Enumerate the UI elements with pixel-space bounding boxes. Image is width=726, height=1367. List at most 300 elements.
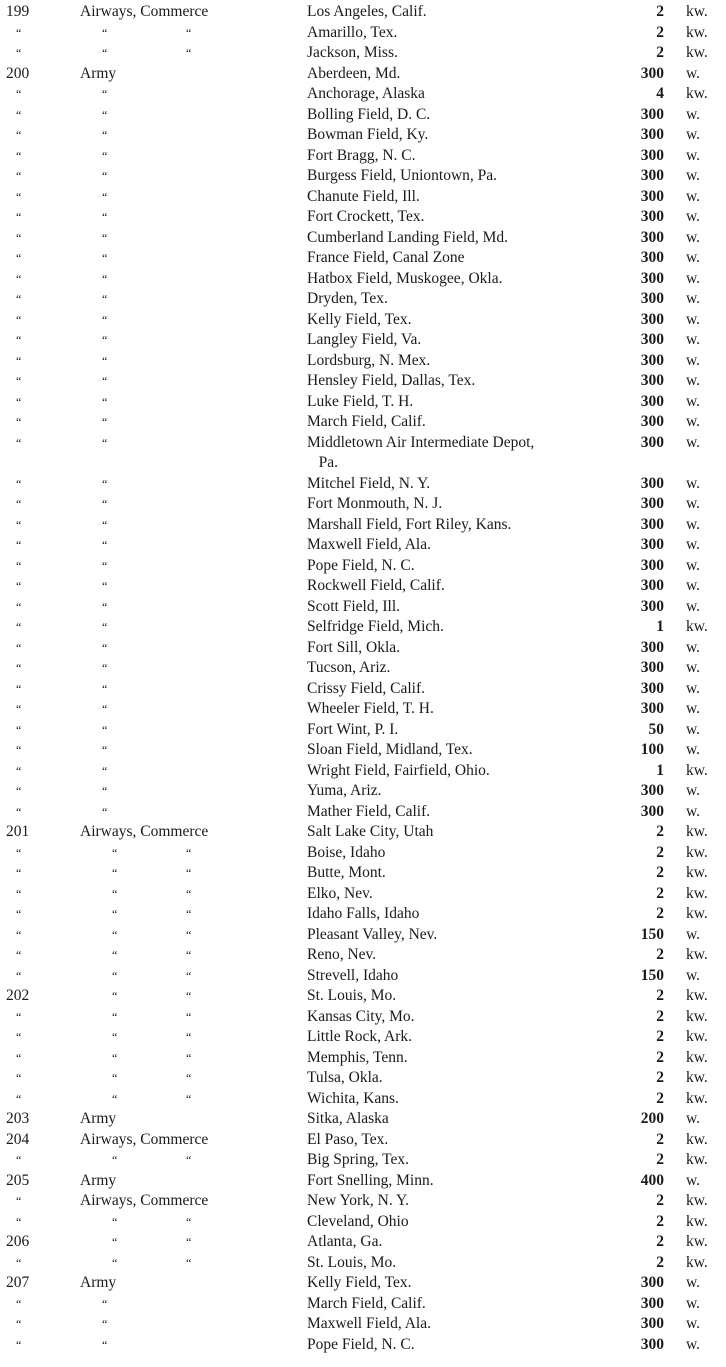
ditto-mark: “ [102,763,108,778]
ditto-mark: “ [16,394,22,409]
ditto-mark: “ [102,128,108,142]
station-location: Hatbox Field, Muskogee, Okla. [307,269,503,287]
power-unit: w. [686,351,701,369]
station-location: Marshall Field, Fort Riley, Kans. [307,515,512,533]
power-value: 300 [640,536,664,553]
power-value: 2 [656,1233,664,1250]
order-number: 201 [6,823,30,840]
station-location: New York, N. Y. [307,1192,410,1209]
order-number: 202 [6,987,30,1004]
station-location: Fort Sill, Okla. [307,638,401,656]
ditto-mark: “ [112,1050,118,1065]
ditto-mark: “ [16,87,22,101]
station-location: Pope Field, N. C. [307,1335,415,1353]
ditto-mark: “ [112,968,118,983]
station-location: Mitchel Field, N. Y. [307,474,431,492]
listing-row [0,1068,726,1089]
power-unit: kw. [686,1253,708,1271]
power-unit: kw. [686,1212,708,1230]
ditto-mark: “ [186,1030,192,1044]
station-location: Tucson, Ariz. [307,659,391,676]
listing-row [0,1253,726,1274]
power-unit: kw. [686,843,708,861]
station-location: Luke Field, T. H. [307,392,414,410]
power-unit: w. [686,474,701,492]
ditto-mark: “ [186,1071,192,1085]
listing-row [0,125,726,146]
ditto-mark: “ [16,107,22,122]
power-value: 50 [648,720,664,738]
ditto-mark: “ [16,640,22,655]
power-unit: kw. [686,1007,708,1025]
listing-row [0,781,726,802]
station-location: Jackson, Miss. [307,44,398,61]
station-location: Aberdeen, Md. [307,64,401,82]
power-unit: w. [686,1335,701,1353]
ditto-mark: “ [16,230,22,245]
ditto-mark: “ [186,1235,192,1249]
ditto-mark: “ [102,148,108,163]
station-location: Crissy Field, Calif. [307,679,425,697]
listing-row [0,187,726,208]
ditto-mark: “ [16,784,22,798]
ditto-mark: “ [16,312,22,327]
listing-row [0,1314,726,1335]
power-unit: w. [686,167,701,184]
ditto-mark: “ [102,599,108,614]
listing-row [0,351,726,372]
ditto-mark: “ [112,1214,118,1229]
ditto-mark: “ [112,989,118,1003]
power-unit: kw. [686,85,708,102]
ditto-mark: “ [112,866,118,880]
power-unit: kw. [686,618,708,635]
station-location: Maxwell Field, Ala. [307,1315,431,1332]
ditto-mark: “ [102,333,108,347]
power-value: 300 [640,515,664,533]
power-unit: w. [686,228,701,246]
power-unit: w. [686,515,701,533]
listing-row [0,617,726,638]
listing-row [0,679,726,700]
station-location: Butte, Mont. [307,864,386,881]
listing-row [0,638,726,659]
ditto-mark: “ [16,251,22,265]
order-number: 206 [6,1233,30,1250]
power-value: 2 [656,1069,664,1086]
ditto-mark: “ [16,476,22,491]
station-location: Kansas City, Mo. [307,1007,415,1025]
ditto-mark: “ [186,866,192,880]
power-value: 2 [656,1253,664,1271]
power-value: 2 [656,946,664,963]
power-unit: kw. [686,1151,708,1168]
ditto-mark: “ [102,640,108,655]
power-value: 100 [640,741,664,758]
power-unit: w. [686,208,701,225]
power-value: 300 [640,700,664,717]
ditto-mark: “ [186,927,192,942]
station-location: Cumberland Landing Field, Md. [307,228,509,246]
station-location: Idaho Falls, Idaho [307,905,420,922]
listing-row [0,23,726,44]
ditto-mark: “ [16,743,22,757]
power-value: 300 [640,187,664,205]
power-value: 300 [640,577,664,594]
station-location: Pope Field, N. C. [307,556,415,574]
power-unit: w. [686,597,701,615]
listing-row [0,945,726,966]
power-value: 300 [640,1315,664,1332]
listing-row [0,228,726,249]
ditto-mark: “ [16,1071,22,1085]
ditto-mark: “ [102,620,108,634]
service-name: Army [80,64,117,82]
ditto-mark: “ [102,702,108,716]
ditto-mark: “ [102,189,108,204]
ditto-mark: “ [102,517,108,532]
ditto-mark: “ [186,1050,192,1065]
power-unit: kw. [686,23,708,41]
power-value: 2 [656,1089,664,1107]
power-value: 1 [656,761,664,779]
power-value: 300 [640,659,664,676]
power-value: 2 [656,843,664,861]
ditto-mark: “ [16,558,22,573]
station-location: Kelly Field, Tex. [307,1274,412,1291]
listing-row [0,1027,726,1048]
power-value: 300 [640,433,664,451]
ditto-mark: “ [16,271,22,286]
listing-row [0,371,726,392]
power-unit: w. [686,700,701,717]
listing-row [0,207,726,228]
ditto-mark: “ [16,886,22,901]
listing-row [0,433,726,454]
ditto-mark: “ [102,169,108,183]
ditto-mark: “ [16,620,22,634]
ditto-mark: “ [102,661,108,675]
listing-row [0,822,726,843]
power-unit: kw. [686,905,708,922]
station-location: Sloan Field, Midland, Tex. [307,741,473,758]
ditto-mark: “ [16,1214,22,1229]
power-value: 2 [656,44,664,61]
station-location: Bowman Field, Ky. [307,126,429,143]
listing-row [0,289,726,310]
listing-row [0,843,726,864]
station-location: Bolling Field, D. C. [307,105,431,123]
power-unit: w. [686,187,701,205]
listing-row [0,515,726,536]
power-value: 200 [640,1110,664,1127]
ditto-mark: “ [186,948,192,962]
ditto-mark: “ [102,804,108,819]
ditto-mark: “ [102,312,108,327]
listing-row [0,699,726,720]
station-location: Pa. [307,454,338,471]
ditto-mark: “ [16,46,22,60]
station-location: Rockwell Field, Calif. [307,577,445,594]
listing-row [0,1191,726,1212]
power-unit: kw. [686,44,708,61]
power-unit: w. [686,310,701,328]
power-value: 300 [640,146,664,164]
power-value: 300 [640,249,664,266]
ditto-mark: “ [16,353,22,368]
power-unit: kw. [686,1192,708,1209]
ditto-mark: “ [186,1153,192,1167]
power-unit: kw. [686,987,708,1004]
listing-row [0,2,726,23]
ditto-mark: “ [102,353,108,368]
ditto-mark: “ [16,1255,22,1270]
ditto-mark: “ [16,333,22,347]
station-location: Dryden, Tex. [307,290,388,307]
station-location: Salt Lake City, Utah [307,823,434,840]
listing-row [0,1232,726,1253]
listing-row [0,43,726,64]
station-location: Fort Snelling, Minn. [307,1171,434,1189]
power-unit: w. [686,105,701,123]
power-unit: kw. [686,1069,708,1086]
station-location: France Field, Canal Zone [307,249,465,266]
power-unit: w. [686,269,701,287]
listing-row [0,576,726,597]
power-unit: w. [686,249,701,266]
ditto-mark: “ [16,538,22,552]
station-location: Anchorage, Alaska [307,85,425,102]
power-unit: w. [686,802,701,820]
station-location: Elko, Nev. [307,884,373,902]
ditto-mark: “ [102,25,108,40]
listing-row [0,105,726,126]
listing-row [0,1048,726,1069]
station-location: Langley Field, Va. [307,331,422,348]
ditto-mark: “ [102,497,108,511]
ditto-mark: “ [16,968,22,983]
power-unit: kw. [686,946,708,963]
power-unit: w. [686,679,701,697]
ditto-mark: “ [186,1009,192,1024]
listing-row [0,1007,726,1028]
power-value: 300 [640,597,664,615]
listing-row [0,1273,726,1294]
ditto-mark: “ [16,128,22,142]
station-location: Mather Field, Calif. [307,802,431,820]
order-number: 200 [6,64,30,82]
ditto-mark: “ [16,845,22,860]
power-unit: w. [686,64,701,82]
power-unit: w. [686,966,701,984]
power-value: 300 [640,269,664,287]
station-location: Maxwell Field, Ala. [307,536,431,553]
ditto-mark: “ [16,1153,22,1167]
ditto-mark: “ [186,907,192,921]
ditto-mark: “ [102,394,108,409]
power-value: 300 [640,228,664,246]
station-location: Wright Field, Fairfield, Ohio. [307,761,490,779]
power-value: 2 [656,1028,664,1045]
listing-row [0,84,726,105]
station-location: Little Rock, Ark. [307,1028,413,1045]
listing-row [0,330,726,351]
ditto-mark: “ [16,517,22,532]
ditto-mark: “ [102,1337,108,1352]
power-unit: w. [686,1274,701,1291]
power-value: 300 [640,392,664,410]
ditto-mark: “ [102,722,108,737]
station-location: Sitka, Alaska [307,1110,389,1127]
ditto-mark: “ [102,374,108,388]
power-value: 300 [640,638,664,656]
power-unit: kw. [686,1089,708,1107]
ditto-mark: “ [186,1214,192,1229]
power-unit: w. [686,1294,701,1312]
listing-continuation-row [0,453,726,474]
ditto-mark: “ [102,271,108,286]
ditto-mark: “ [186,1091,192,1106]
power-value: 300 [640,167,664,184]
ditto-mark: “ [112,1009,118,1024]
listing-row [0,494,726,515]
power-unit: kw. [686,1028,708,1045]
power-value: 300 [640,1274,664,1291]
ditto-mark: “ [186,886,192,901]
ditto-mark: “ [102,784,108,798]
listing-row [0,658,726,679]
station-location: Scott Field, Ill. [307,597,400,615]
station-listing [0,2,726,1355]
power-value: 150 [640,966,664,984]
listing-row [0,1294,726,1315]
ditto-mark: “ [186,1255,192,1270]
station-location: Yuma, Ariz. [307,782,382,799]
station-location: Los Angeles, Calif. [307,3,427,20]
ditto-mark: “ [102,538,108,552]
ditto-mark: “ [112,1255,118,1270]
listing-row [0,925,726,946]
power-value: 2 [656,1048,664,1066]
power-value: 300 [640,290,664,307]
power-value: 300 [640,556,664,574]
ditto-mark: “ [16,1317,22,1331]
listing-row [0,966,726,987]
ditto-mark: “ [102,558,108,573]
ditto-mark: “ [112,1030,118,1044]
ditto-mark: “ [186,845,192,860]
station-location: Strevell, Idaho [307,966,399,984]
ditto-mark: “ [16,1050,22,1065]
listing-row [0,269,726,290]
power-value: 300 [640,474,664,492]
ditto-mark: “ [102,415,108,429]
power-unit: w. [686,577,701,594]
ditto-mark: “ [186,46,192,60]
power-unit: w. [686,659,701,676]
ditto-mark: “ [102,743,108,757]
order-number: 204 [6,1130,30,1148]
station-location: Lordsburg, N. Mex. [307,351,431,369]
power-unit: w. [686,331,701,348]
listing-row [0,1130,726,1151]
power-value: 300 [640,1294,664,1312]
power-unit: kw. [686,3,708,20]
ditto-mark: “ [16,579,22,593]
ditto-mark: “ [102,87,108,101]
power-value: 300 [640,208,664,225]
listing-row [0,248,726,269]
ditto-mark: “ [102,681,108,696]
listing-row [0,1089,726,1110]
listing-row [0,884,726,905]
station-location: March Field, Calif. [307,1294,426,1312]
ditto-mark: “ [16,374,22,388]
listing-row [0,1109,726,1130]
ditto-mark: “ [16,702,22,716]
power-unit: w. [686,372,701,389]
station-location: Middletown Air Intermediate Depot, [307,433,535,451]
station-location: Reno, Nev. [307,946,377,963]
power-value: 1 [656,618,664,635]
order-number: 207 [6,1274,30,1291]
station-location: Chanute Field, Ill. [307,187,420,205]
ditto-mark: “ [16,661,22,675]
listing-row [0,412,726,433]
ditto-mark: “ [16,292,22,306]
station-location: Fort Crockett, Tex. [307,208,425,225]
power-unit: kw. [686,884,708,902]
power-unit: w. [686,720,701,738]
ditto-mark: “ [16,1337,22,1352]
ditto-mark: “ [186,968,192,983]
order-number: 205 [6,1171,30,1189]
power-value: 2 [656,1007,664,1025]
listing-row [0,392,726,413]
station-location: Pleasant Valley, Nev. [307,925,438,943]
station-location: Fort Wint, P. I. [307,720,399,738]
ditto-mark: “ [112,948,118,962]
power-unit: w. [686,392,701,410]
station-location: Wheeler Field, T. H. [307,700,434,717]
power-unit: w. [686,1315,701,1332]
listing-row [0,761,726,782]
ditto-mark: “ [112,1091,118,1106]
ditto-mark: “ [16,25,22,40]
ditto-mark: “ [16,927,22,942]
ditto-mark: “ [16,948,22,962]
ditto-mark: “ [102,1317,108,1331]
listing-row [0,64,726,85]
service-name: Airways, Commerce [80,3,209,20]
power-value: 300 [640,331,664,348]
station-location: St. Louis, Mo. [307,987,397,1004]
listing-row [0,802,726,823]
station-location: Fort Bragg, N. C. [307,146,416,164]
power-value: 300 [640,105,664,123]
ditto-mark: “ [102,476,108,491]
power-unit: w. [686,925,701,943]
order-number: 199 [6,3,30,20]
power-unit: kw. [686,864,708,881]
ditto-mark: “ [16,866,22,880]
listing-row [0,904,726,925]
power-value: 2 [656,1212,664,1230]
power-unit: kw. [686,1130,708,1148]
power-value: 300 [640,1335,664,1353]
power-value: 150 [640,925,664,943]
listing-row [0,310,726,331]
